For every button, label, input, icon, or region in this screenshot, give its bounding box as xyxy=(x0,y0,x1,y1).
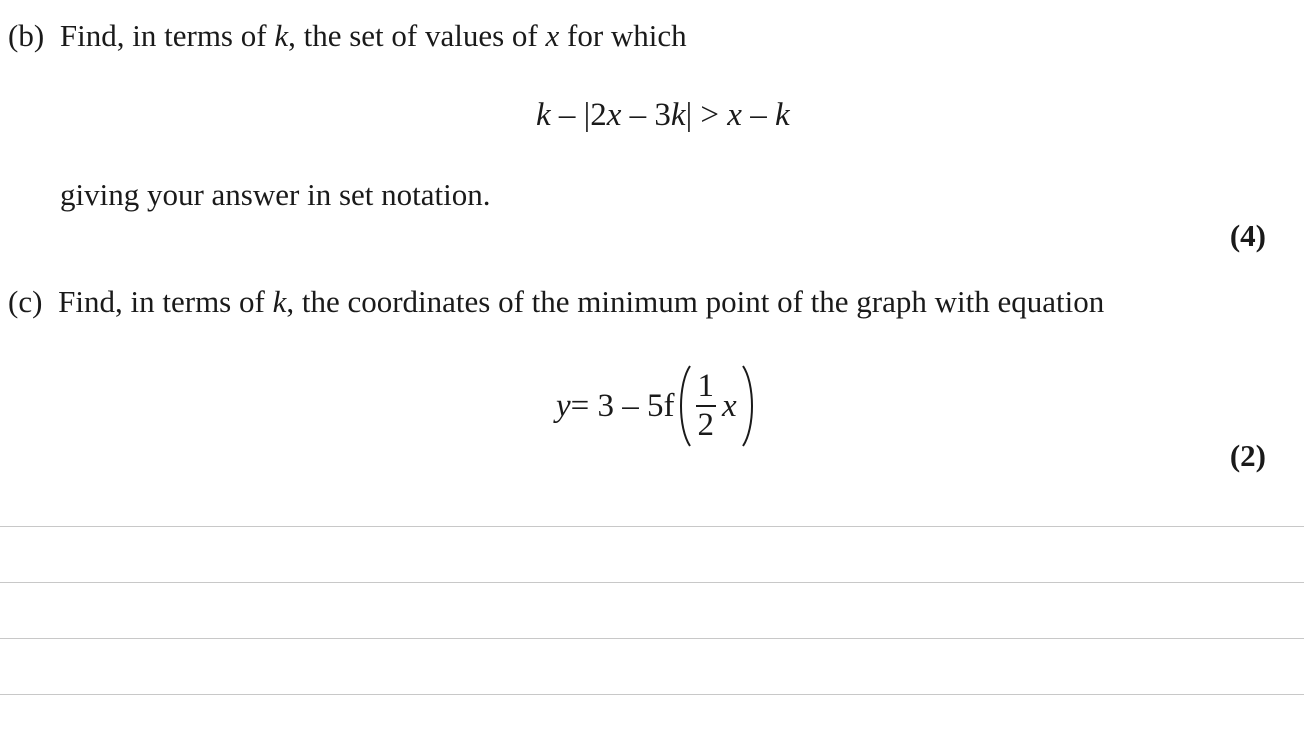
fraction-one-half: $\frac{1}{2}$ xyxy=(697,368,715,443)
part-b-question xyxy=(8,20,687,51)
part-c-label: (c) xyxy=(8,284,43,319)
answer-line xyxy=(0,582,1304,583)
part-b-marks: (4) xyxy=(1229,218,1266,253)
part-b-inequality: k – |2x – 3k| > x – k xyxy=(536,97,790,133)
answer-line xyxy=(0,694,1304,695)
answer-line xyxy=(0,526,1304,527)
part-c-question xyxy=(8,286,1104,317)
part-b-text: Find, in terms of k, the set of values of x for which xyxy=(59,18,687,53)
right-paren xyxy=(741,364,757,448)
part-b-instruction: giving your answer in set notation. xyxy=(60,177,491,212)
part-b-label: (b) xyxy=(8,18,45,53)
part-c-equation: y = 3 – 5f $\frac{1}{2}$ x xyxy=(556,362,757,450)
answer-line xyxy=(0,638,1304,639)
left-paren xyxy=(676,364,692,448)
part-c-text: Find, in terms of k, the coordinates of the minimum point of the graph with equation xyxy=(58,284,1105,319)
part-c-marks: (2) xyxy=(1229,438,1266,473)
